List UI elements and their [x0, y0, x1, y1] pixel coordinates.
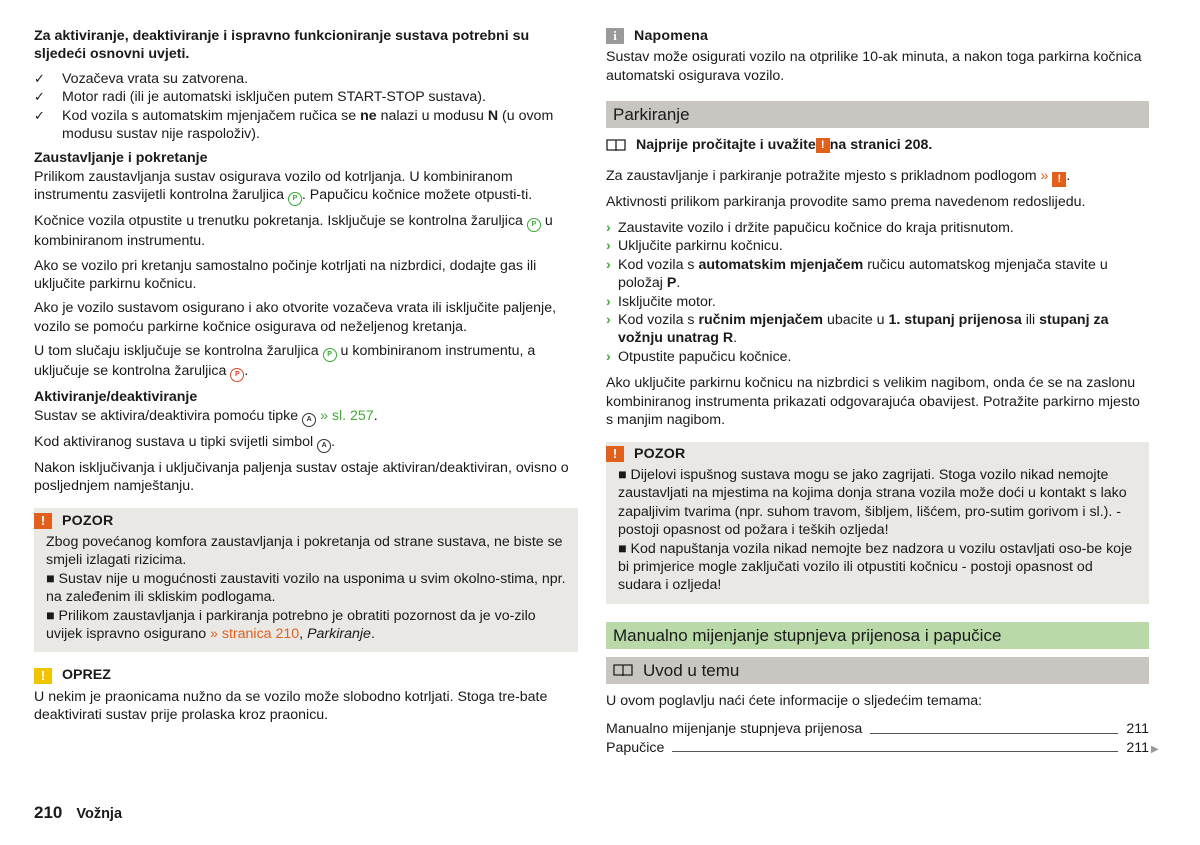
paragraph: Ako je vozilo sustavom osigurano i ako otvorite vozačeva vrata ili isključite paljenje, vozilo se pomoću parkirne kočnice osigurava od neželjenog kretanja.: [34, 300, 557, 335]
parking-brake-lamp-icon: P: [323, 348, 337, 362]
caution-exclamation-icon: !: [34, 668, 52, 684]
section-heading-parking: Parkiranje: [606, 101, 1149, 128]
note-text: Sustav može osigurati vozilo na otprilike 10-ak minuta, a nakon toga parkirna kočnica automatski osigurava vozilo.: [606, 49, 1142, 84]
left-column: [34, 27, 578, 725]
warning-bullet: ■ Prilikom zaustavljanja i parkiranja potrebno je obratiti pozornost da je vo-zilo uvijek ispravno osigurano » stranica 210, Parkiranje.: [46, 607, 536, 642]
parking-steps-list: [606, 219, 1149, 366]
warning-bullet: ■ Sustav nije u mogućnosti zaustaviti vozilo na usponima u svim okolno-stima, npr. na zaleđenim ili skliskim podlogama.: [46, 570, 566, 606]
warning-exclamation-icon: !: [34, 513, 52, 529]
footer-section-title: Vožnja: [76, 806, 123, 822]
arrow-right-icon: ›: [606, 312, 611, 329]
list-item: › Zaustavite vozilo i držite papučicu kočnice do kraja pritisnutom.: [606, 220, 1014, 237]
warning-exclamation-icon: !: [1052, 172, 1066, 187]
list-item: ✓ Motor radi (ili je automatski isključen putem START-STOP sustava).: [34, 89, 486, 106]
conditions-list: [34, 70, 578, 144]
subsection-heading-intro: Uvod u temu: [606, 657, 1149, 684]
read-first-notice: Najprije pročitajte i uvažite ! na stranici 208.: [606, 136, 1149, 154]
list-item: › Otpustite papučicu kočnice.: [606, 348, 792, 365]
warning-bullet: ■ Dijelovi ispušnog sustava mogu se jako zagrijati. Stoga vozilo nikad nemojte zaustavljati na mjestima na kojima donja strana vozila može doći u kontakt s lako zapaljivim tvarima (npr. suhom travom, šibljem, lišćem, pro-sutim gorivom i sl.). - postoji opasnost od požara i teških ozljeda!: [618, 466, 1127, 539]
arrow-right-icon: ›: [606, 220, 611, 237]
parking-brake-lamp-icon: P: [527, 218, 541, 232]
warning-box: [34, 508, 578, 653]
paragraph: Za zaustavljanje i parkiranje potražite mjesto s prikladnom podlogom » ! .: [606, 167, 1071, 185]
paragraph: Sustav se aktivira/deaktivira pomoću tipke A » sl. 257.: [34, 407, 578, 427]
subheading-stop-start: Zaustavljanje i pokretanje: [34, 150, 208, 167]
figure-link[interactable]: » sl. 257: [320, 407, 374, 424]
leader-line: [672, 751, 1118, 752]
leader-line: [870, 733, 1118, 734]
check-mark-icon: ✓: [34, 89, 45, 105]
subheading-activation: Aktiviranje/deaktiviranje: [34, 389, 198, 406]
check-mark-icon: ✓: [34, 107, 45, 123]
paragraph: Kočnice vozila otpustite u trenutku pokretanja. Isključuje se kontrolna žaruljica P u kombiniranom instrumentu.: [34, 213, 553, 250]
arrow-right-icon: ›: [606, 238, 611, 255]
parking-brake-red-lamp-icon: P: [230, 368, 244, 382]
warning-exclamation-icon: !: [816, 138, 830, 153]
note-header: i Napomena: [606, 27, 1149, 45]
warning-box: [606, 442, 1149, 604]
warning-lead: Zbog povećanog komfora zaustavljanja i pokretanja od strane sustava, ne biste se smjeli izlagati rizicima.: [46, 533, 563, 569]
auto-hold-symbol-icon: A: [317, 439, 331, 453]
info-note-icon: i: [606, 28, 624, 44]
paragraph: U tom slučaju isključuje se kontrolna žaruljica P u kombiniranom instrumentu, a uključuje se kontrolna žaruljica P .: [34, 342, 578, 382]
parking-brake-lamp-icon: P: [288, 192, 302, 206]
arrow-right-icon: ›: [606, 348, 611, 365]
conditions-intro: Za aktiviranje, deaktiviranje i ispravno funkcioniranje sustava potrebni su sljedeći osnovni uvjeti.: [34, 28, 530, 63]
paragraph: Aktivnosti prilikom parkiranja provodite samo prema navedenom redoslijedu.: [606, 193, 1086, 210]
paragraph: Prilikom zaustavljanja sustav osigurava vozilo od kotrljanja. U kombiniranom instrumentu zasvijetli kontrolna žaruljica P . Papučicu kočnice možete otpusti-ti.: [34, 168, 578, 206]
list-item: › Kod vozila s ručnim mjenjačem ubacite u 1. stupanj prijenosa ili stupanj za vožnju unatrag R.: [606, 312, 1109, 347]
caution-header: ! OPREZ: [34, 666, 578, 684]
arrow-right-icon: ›: [606, 256, 611, 273]
page-footer: [34, 804, 122, 823]
warning-bullet: ■ Kod napuštanja vozila nikad nemojte bez nadzora u vozilu ostavljati oso-be koje bi primjerice mogle zaključati vozilo ili otpustiti kočnicu - postoji opasnost od sudara i ozljeda!: [618, 540, 1133, 594]
toc-row[interactable]: Manualno mijenjanje stupnjeva prijenosa 211: [606, 721, 1149, 738]
paragraph: Ako uključite parkirnu kočnicu na nizbrdici s velikim nagibom, onda će se na zaslonu kombiniranog instrumenta prikazati odgovarajuća obavijest. Potražite parkirno mjesto s manjim nagibom.: [606, 375, 1140, 429]
page-link[interactable]: » stranica 210: [210, 625, 300, 642]
list-item: › Kod vozila s automatskim mjenjačem ručicu automatskog mjenjača stavite u položaj P.: [606, 256, 1108, 292]
arrow-right-icon: ›: [606, 293, 611, 310]
book-icon: [606, 138, 626, 152]
right-column: [606, 27, 1149, 757]
check-mark-icon: ✓: [34, 70, 45, 86]
toc-row[interactable]: Papučice 211: [606, 739, 1149, 756]
page-number: 210: [34, 803, 63, 822]
warning-header: ! POZOR: [606, 445, 1137, 463]
auto-hold-button-icon: A: [302, 413, 316, 427]
paragraph: Ako se vozilo pri kretanju samostalno počinje kotrljati na nizbrdici, dodajte gas ili uključite parkirnu kočnicu.: [34, 257, 537, 293]
list-item: › Isključite motor.: [606, 293, 716, 310]
section-heading-manual-transmission: Manualno mijenjanje stupnjeva prijenosa i papučice: [606, 622, 1149, 649]
paragraph: Nakon isključivanja i uključivanja paljenja sustav ostaje aktiviran/deaktiviran, ovisno o posljednjem namještanju.: [34, 459, 569, 495]
warning-exclamation-icon: !: [606, 446, 624, 462]
next-page-arrow-icon: ▶: [1151, 744, 1159, 755]
paragraph: Kod aktiviranog sustava u tipki svijetli simbol A .: [34, 433, 578, 453]
book-icon: [613, 663, 633, 677]
caution-text: U nekim je praonicama nužno da se vozilo može slobodno kotrljati. Stoga tre-bate deaktivirati sustav prije prolaska kroz praonicu.: [34, 688, 548, 724]
warning-link[interactable]: »: [1040, 167, 1049, 184]
list-item: › Uključite parkirnu kočnicu.: [606, 238, 783, 255]
paragraph: U ovom poglavlju naći ćete informacije o sljedećim temama:: [606, 692, 983, 709]
warning-header: ! POZOR: [34, 512, 566, 530]
list-item: ✓ Vozačeva vrata su zatvorena.: [34, 70, 249, 87]
list-item: ✓ Kod vozila s automatskim mjenjačem ručica se ne nalazi u modusu N (u ovom modusu sustav nije raspoloživ).: [34, 107, 554, 143]
